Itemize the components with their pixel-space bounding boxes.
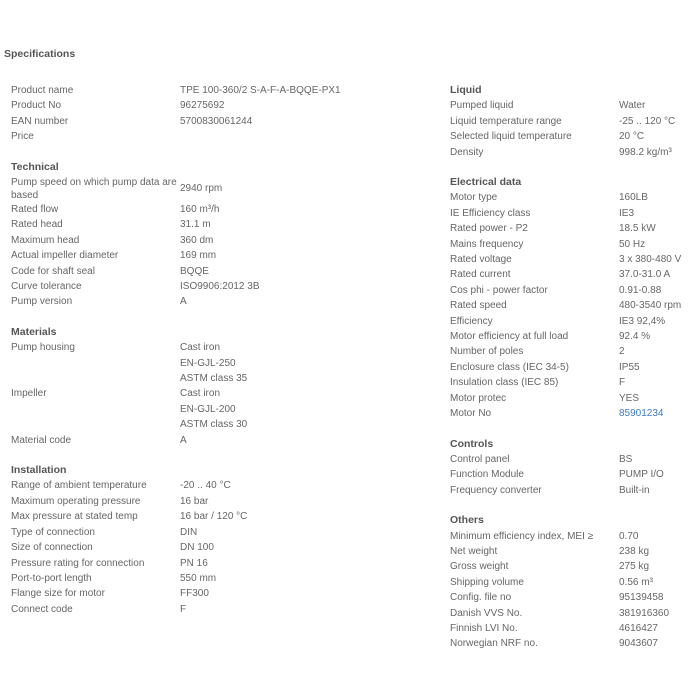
spec-value-line: 169 mm (180, 250, 217, 262)
spec-label: Rated head (11, 219, 63, 231)
spec-row-flange-size-for-motor (11, 586, 431, 601)
spec-value (180, 83, 341, 98)
spec-label: Rated speed (450, 300, 507, 312)
spec-value (180, 433, 187, 448)
spec-row-motor-protec (450, 391, 695, 406)
spec-value-line: Water (619, 100, 646, 112)
spec-row-motor-efficiency-at-full-load (450, 329, 695, 344)
spec-label: Range of ambient temperature (11, 480, 147, 492)
spec-value (619, 590, 664, 605)
spec-row-norwegian-nrf-no (450, 636, 695, 651)
spec-label: Max pressure at stated temp (11, 511, 138, 523)
spec-value-line: 96275692 (180, 100, 225, 112)
spec-value (180, 509, 247, 524)
spec-row-enclosure-class-iec-34-5 (450, 360, 695, 375)
spec-value-line: 5700830061244 (180, 115, 253, 127)
spec-label: Number of poles (450, 346, 524, 358)
spec-label: Port-to-port length (11, 572, 92, 584)
spec-row-pump-speed-on-which-pump-data-are-based (11, 175, 431, 202)
page-title: Specifications (4, 48, 76, 60)
spec-row-efficiency (450, 314, 695, 329)
spec-label: Rated flow (11, 204, 59, 216)
spec-row-cos-phi-power-factor (450, 283, 695, 298)
spec-value (619, 606, 669, 621)
spec-value-line: F (180, 603, 187, 615)
spec-value (619, 559, 649, 574)
spec-value-line: PN 16 (180, 557, 208, 569)
spec-row-ean-number (11, 114, 431, 129)
section-general (11, 83, 431, 145)
spec-label: Mains frequency (450, 238, 524, 250)
spec-row-shipping-volume (450, 575, 695, 590)
spec-value (180, 175, 222, 196)
spec-value (619, 221, 656, 236)
spec-label: Pump speed on which pump data are based (11, 177, 177, 202)
spec-label: Frequency converter (450, 484, 542, 496)
spec-label: IE Efficiency class (450, 207, 531, 219)
spec-value-line: BS (619, 453, 633, 465)
section-title: Controls (450, 437, 494, 450)
spec-value (180, 602, 186, 617)
spec-label: Connect code (11, 603, 73, 615)
spec-value-line: Cast iron (180, 342, 221, 354)
spec-value (180, 233, 213, 248)
spec-label: Finnish LVI No. (450, 622, 518, 634)
spec-label: Rated voltage (450, 254, 512, 266)
spec-row-insulation-class-iec-85 (450, 375, 695, 390)
spec-value-line: IE3 (619, 207, 635, 219)
spec-value (180, 264, 209, 279)
spec-label: Shipping volume (450, 576, 524, 588)
spec-label: Motor protec (450, 392, 507, 404)
spec-value-line: IE3 92,4% (619, 315, 666, 327)
spec-label: Rated current (450, 269, 511, 281)
spec-row-motor-no (450, 406, 695, 421)
spec-label: Density (450, 146, 484, 158)
spec-value-line: ISO9906:2012 3B (180, 281, 260, 293)
spec-value (619, 114, 675, 129)
spec-label: Insulation class (IEC 85) (450, 377, 559, 389)
spec-value-line: 18.5 kW (619, 223, 656, 235)
spec-value (180, 556, 208, 571)
spec-row-net-weight (450, 544, 695, 559)
spec-row-range-of-ambient-temperature (11, 478, 431, 493)
spec-value-line: Built-in (619, 484, 650, 496)
spec-label: Pump version (11, 296, 73, 308)
spec-row-rated-speed (450, 298, 695, 313)
spec-row-gross-weight (450, 559, 695, 574)
spec-label: Impeller (11, 388, 47, 400)
spec-label: Enclosure class (IEC 34-5) (450, 361, 569, 373)
spec-row-motor-type (450, 190, 695, 205)
spec-row-product-no (11, 98, 431, 113)
section-title: Others (450, 514, 484, 527)
spec-label: Danish VVS No. (450, 607, 523, 619)
spec-row-curve-tolerance (11, 279, 431, 294)
spec-value-line: A (180, 296, 187, 308)
spec-value-line: 3 x 380-480 V (619, 254, 682, 266)
spec-row-pumped-liquid (450, 98, 695, 113)
spec-label: Function Module (450, 469, 524, 481)
spec-value (619, 190, 648, 205)
spec-row-rated-power-p2 (450, 221, 695, 236)
spec-value-line: 160 m³/h (180, 204, 220, 216)
spec-row-rated-current (450, 267, 695, 282)
spec-value (180, 540, 214, 555)
spec-value-line: BQQE (180, 265, 209, 277)
spec-value-line: 550 mm (180, 572, 217, 584)
spec-value-line: TPE 100-360/2 S-A-F-A-BQQE-PX1 (180, 85, 341, 96)
spec-value (619, 483, 650, 498)
spec-value (619, 329, 650, 344)
spec-value (180, 571, 216, 586)
spec-row-minimum-efficiency-index-mei (450, 529, 695, 544)
spec-row-pump-housing (11, 340, 431, 386)
spec-value-line: -25 .. 120 °C (619, 115, 676, 127)
spec-value (619, 636, 658, 651)
section-controls (450, 437, 695, 499)
spec-row-actual-impeller-diameter (11, 248, 431, 263)
spec-row-density (450, 145, 695, 160)
spec-row-maximum-operating-pressure (11, 494, 431, 509)
spec-value (619, 467, 664, 482)
spec-value-line: ASTM class 30 (180, 419, 248, 431)
spec-value-line: EN-GJL-200 (180, 403, 236, 415)
spec-row-rated-head (11, 217, 431, 232)
spec-value-line: 95139458 (619, 592, 664, 604)
spec-row-config-file-no (450, 590, 695, 605)
spec-value (619, 237, 645, 252)
spec-row-number-of-poles (450, 344, 695, 359)
spec-label: Curve tolerance (11, 281, 82, 293)
spec-value (619, 621, 658, 636)
spec-value (180, 494, 208, 509)
right-column (450, 83, 695, 667)
spec-label: Minimum efficiency index, MEI ≥ (450, 530, 594, 542)
spec-row-max-pressure-at-stated-temp (11, 509, 431, 524)
spec-label: Maximum head (11, 234, 80, 246)
spec-value (619, 544, 649, 559)
section-others (450, 513, 695, 652)
section-installation (11, 463, 431, 617)
spec-value-line: 0.56 m³ (619, 576, 653, 588)
spec-value (180, 340, 247, 386)
spec-row-selected-liquid-temperature (450, 129, 695, 144)
spec-value-line: 37.0-31.0 A (619, 269, 671, 281)
spec-label: Efficiency (450, 315, 493, 327)
spec-value-line: 16 bar (180, 495, 209, 507)
spec-value-line: 9043607 (619, 638, 658, 650)
spec-value-line: 160LB (619, 192, 648, 204)
spec-value-line: ASTM class 35 (180, 373, 248, 385)
spec-value (180, 525, 197, 540)
spec-value-line: -20 .. 40 °C (180, 480, 231, 492)
spec-value-line: 2940 rpm (180, 183, 223, 195)
spec-row-ie-efficiency-class (450, 206, 695, 221)
spec-row-finnish-lvi-no (450, 621, 695, 636)
spec-value-line: 360 dm (180, 234, 214, 246)
spec-row-type-of-connection (11, 525, 431, 540)
section-title: Installation (11, 464, 67, 477)
spec-value-line: 4616427 (619, 622, 658, 634)
spec-label: Cos phi - power factor (450, 284, 548, 296)
spec-row-connect-code (11, 602, 431, 617)
spec-row-product-name (11, 83, 431, 98)
spec-label: Motor type (450, 192, 498, 204)
spec-value (619, 129, 644, 144)
spec-value (180, 248, 216, 263)
spec-row-control-panel (450, 452, 695, 467)
spec-label: EAN number (11, 115, 69, 127)
section-title: Liquid (450, 84, 482, 96)
spec-row-material-code (11, 433, 431, 448)
spec-label: Gross weight (450, 561, 509, 573)
spec-label: Control panel (450, 453, 510, 465)
spec-value-line: 998.2 kg/m³ (619, 146, 672, 158)
spec-label: Motor No (450, 408, 492, 420)
spec-value-line: 31.1 m (180, 219, 211, 231)
spec-value-line: 50 Hz (619, 238, 646, 250)
spec-row-port-to-port-length (11, 571, 431, 586)
spec-row-impeller (11, 386, 431, 432)
spec-label: Material code (11, 434, 72, 446)
spec-value-line: FF300 (180, 588, 209, 600)
spec-label: Actual impeller diameter (11, 250, 119, 262)
spec-value (180, 279, 260, 294)
spec-value (619, 452, 632, 467)
section-title: Electrical data (450, 176, 522, 189)
spec-value-line: DIN (180, 526, 198, 538)
spec-value (619, 298, 681, 313)
spec-value-line: EN-GJL-250 (180, 357, 236, 369)
spec-row-size-of-connection (11, 540, 431, 555)
spec-label: Selected liquid temperature (450, 131, 572, 143)
spec-label: Product No (11, 100, 62, 112)
spec-label: Pumped liquid (450, 100, 514, 112)
spec-value (619, 406, 664, 421)
section-technical (11, 160, 431, 310)
spec-label: Price (11, 131, 34, 143)
spec-value (619, 529, 638, 544)
spec-value (619, 98, 645, 113)
spec-label: Pump housing (11, 342, 75, 354)
spec-value (619, 283, 661, 298)
spec-value (180, 98, 225, 113)
spec-value (619, 375, 625, 390)
spec-row-function-module (450, 467, 695, 482)
spec-row-code-for-shaft-seal (11, 264, 431, 279)
spec-label: Motor efficiency at full load (450, 331, 569, 343)
spec-label: Flange size for motor (11, 588, 105, 600)
spec-value (619, 314, 665, 329)
spec-row-danish-vvs-no (450, 606, 695, 621)
spec-value-line: 2 (619, 346, 625, 358)
spec-value-line: YES (619, 392, 640, 404)
spec-value-line: A (180, 434, 187, 446)
spec-value-line: 16 bar / 120 °C (180, 511, 248, 523)
spec-label: Size of connection (11, 542, 93, 554)
spec-value (619, 360, 640, 375)
spec-label: Pressure rating for connection (11, 557, 145, 569)
spec-row-frequency-converter (450, 483, 695, 498)
left-column (11, 83, 431, 632)
section-liquid (450, 83, 695, 160)
spec-value (180, 114, 252, 129)
spec-value-line: 480-3540 rpm (619, 300, 682, 312)
spec-label: Norwegian NRF no. (450, 638, 538, 650)
spec-value-link[interactable]: 85901234 (619, 408, 664, 420)
spec-value (180, 478, 231, 493)
spec-value-line: F (619, 377, 626, 389)
section-title: Materials (11, 325, 57, 338)
spec-value-line: 0.91-0.88 (619, 284, 662, 296)
spec-value (180, 202, 219, 217)
spec-row-maximum-head (11, 233, 431, 248)
spec-label: Liquid temperature range (450, 115, 562, 127)
spec-value (619, 145, 672, 160)
spec-value-line: 92.4 % (619, 331, 651, 343)
spec-label: Maximum operating pressure (11, 495, 141, 507)
spec-label: Product name (11, 85, 74, 96)
spec-value-line: 20 °C (619, 131, 645, 143)
spec-label: Code for shaft seal (11, 265, 95, 277)
spec-label: Rated power - P2 (450, 223, 528, 235)
spec-value-line: DN 100 (180, 542, 214, 554)
spec-row-price (11, 129, 431, 144)
spec-value-line: 381916360 (619, 607, 670, 619)
section-title: Technical (11, 160, 59, 173)
section-electrical-data (450, 175, 695, 421)
spec-value-line: 238 kg (619, 545, 650, 557)
spec-row-pressure-rating-for-connection (11, 556, 431, 571)
spec-row-rated-voltage (450, 252, 695, 267)
spec-label: Config. file no (450, 592, 512, 604)
spec-value-line: PUMP I/O (619, 469, 664, 481)
spec-value-line: 0.70 (619, 530, 639, 542)
spec-value (619, 391, 639, 406)
spec-row-rated-flow (11, 202, 431, 217)
spec-value (619, 344, 625, 359)
spec-row-liquid-temperature-range (450, 114, 695, 129)
spec-value (619, 267, 670, 282)
spec-row-pump-version (11, 294, 431, 309)
spec-value (180, 217, 211, 232)
spec-row-mains-frequency (450, 237, 695, 252)
spec-value (619, 206, 634, 221)
spec-value (180, 586, 209, 601)
spec-label: Type of connection (11, 526, 95, 538)
spec-value-line: Cast iron (180, 388, 221, 400)
spec-value-line: IP55 (619, 361, 640, 373)
spec-value (619, 575, 653, 590)
spec-value (619, 252, 681, 267)
spec-value-line: 275 kg (619, 561, 650, 573)
spec-label: Net weight (450, 545, 498, 557)
spec-value (180, 386, 247, 432)
spec-value (180, 294, 187, 309)
section-materials (11, 325, 431, 448)
